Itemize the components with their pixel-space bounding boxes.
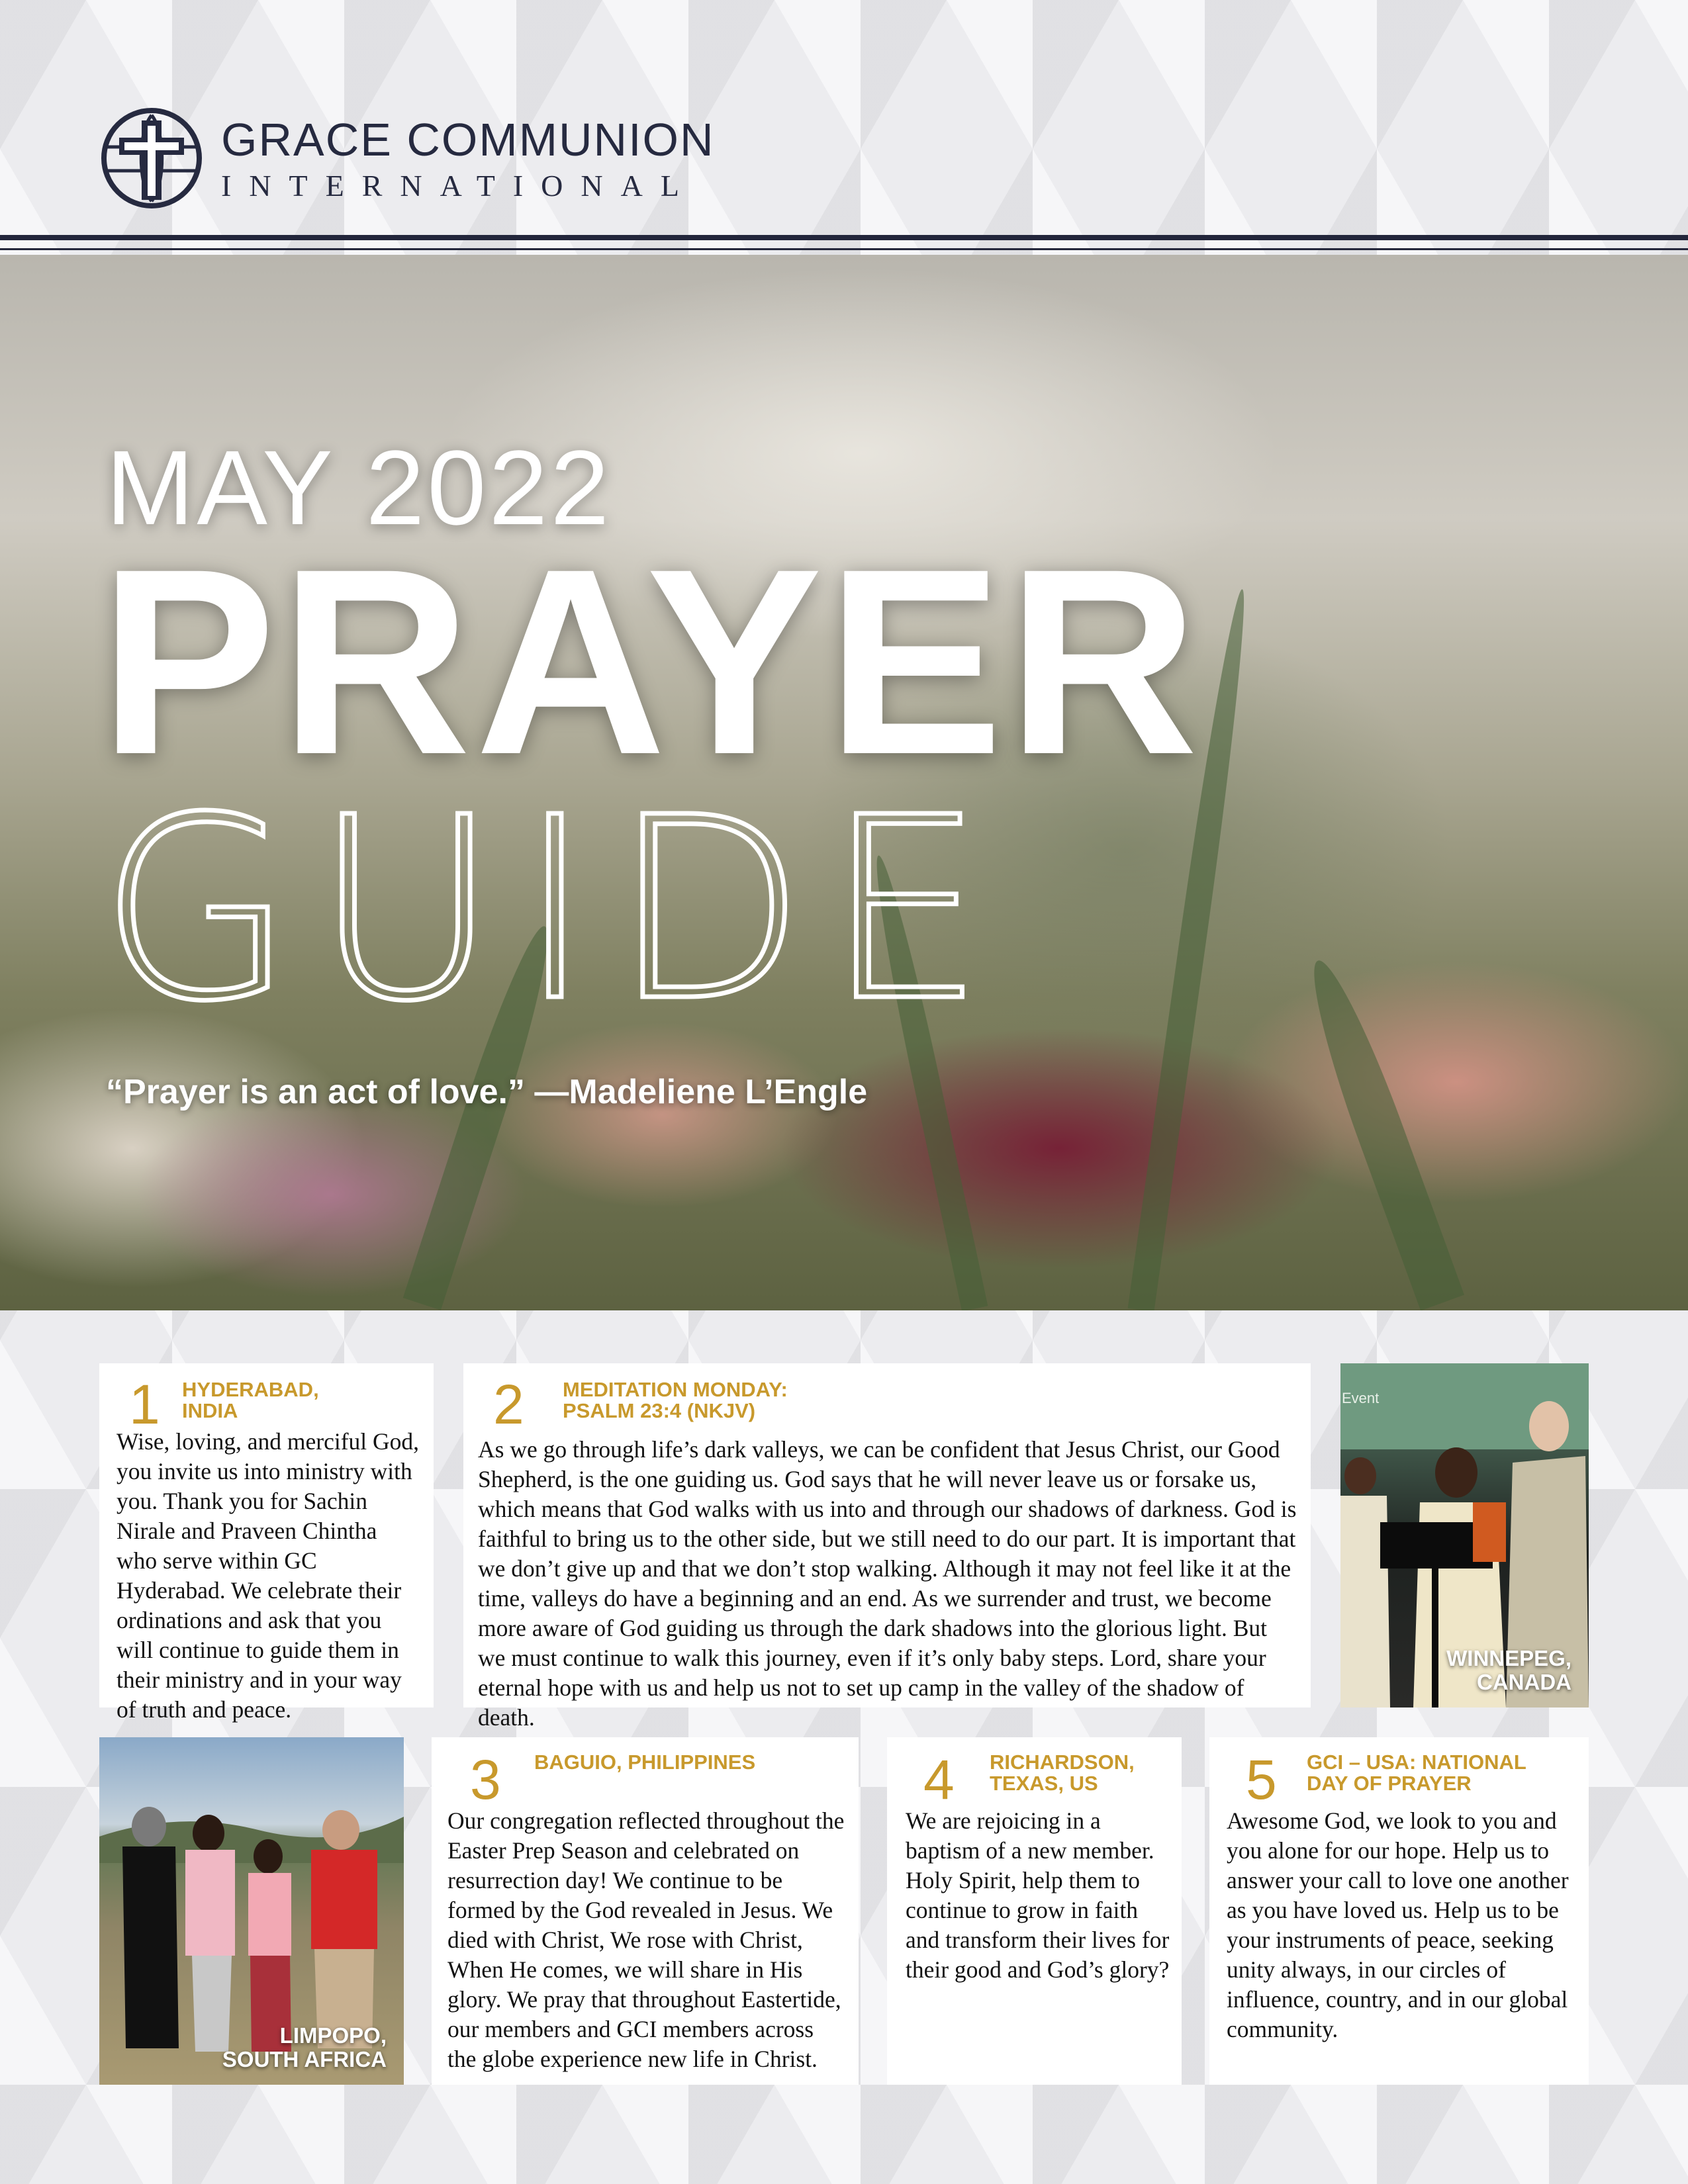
- card-number: 4: [923, 1749, 955, 1811]
- hero-quote: “Prayer is an act of love.” —Madeliene L’Engle: [106, 1073, 868, 1111]
- card-body: Our congregation reflected throughout the Easter Prep Season and celebrated on resurrection day! We continue to be formed by the God revealed in Jesus. We died with Christ, We rose with Christ, When He comes, we will share in His glory. We pray that throughout Eastertide, our members and GCI members across the globe experience new life in Christ.: [447, 1807, 845, 2072]
- card-title: MEDITATION MONDAY: PSALM 23:4 (NKJV): [563, 1378, 788, 1422]
- card-number: 3: [470, 1749, 501, 1811]
- card-title: RICHARDSON, TEXAS, US: [990, 1751, 1135, 1795]
- card-body: As we go through life’s dark valleys, we can be confident that Jesus Christ, our Good Shepherd, is the one guiding us. God says that he will never leave us or forsake us, which means that God walks with us into and through our shadows of darkness. God is faithful to bring us to the other side, but we still need to do our part. It is important that we don’t give up and that we don’t stop walking. Although it may not feel like it at the time, valleys do have a beginning and an end. As we surrender and trust, we become more aware of God guiding us through the dark shadows into the glorious light. But we must continue to walk this journey, even if it’s only baby steps. Lord, share your eternal hope with us and help us not to set up camp in the valley of the shadow of death.: [478, 1436, 1297, 1731]
- prayer-card-5: [1209, 1737, 1589, 2085]
- card-body: We are rejoicing in a baptism of a new member. Holy Spirit, help them to continue to grow in faith and transform their lives for their good and God’s glory?: [906, 1807, 1170, 1983]
- prayer-card-4: [887, 1737, 1182, 2085]
- card-number: 1: [129, 1373, 160, 1435]
- card-title: BAGUIO, PHILIPPINES: [534, 1751, 756, 1774]
- card-body: Wise, loving, and merciful God, you invite us into ministry with you. Thank you for Sachin Nirale and Praveen Chintha who serve within GC Hyderabad. We celebrate their ordinations and ask that you will continue to guide them in their ministry and in your way of truth and peace.: [117, 1428, 420, 1723]
- photo-limpopo: [99, 1737, 404, 2085]
- issue-date: MAY 2022: [106, 428, 612, 547]
- prayer-card-1: [99, 1363, 434, 1723]
- svg-text:Event: Event: [1342, 1390, 1380, 1406]
- prayer-card-2: [463, 1363, 1311, 1731]
- org-name: GRACE COMMUNION: [221, 114, 715, 165]
- photo-caption: LIMPOPO, SOUTH AFRICA: [222, 2023, 387, 2071]
- photo-winnipeg: [1340, 1363, 1589, 1707]
- cross-globe-icon: [99, 106, 204, 210]
- org-subtitle: INTERNATIONAL: [221, 169, 697, 203]
- hero-image: [0, 255, 1688, 1310]
- card-title: GCI – USA: NATIONAL DAY OF PRAYER: [1307, 1751, 1526, 1795]
- card-number: 5: [1246, 1749, 1277, 1811]
- header: [0, 0, 1688, 235]
- title-prayer: PRAYER: [99, 514, 1203, 809]
- flower-stem: [1296, 953, 1464, 1310]
- header-rule-thin: [0, 248, 1688, 250]
- logo: [99, 106, 715, 210]
- title-guide: GUIDE: [99, 763, 1005, 1056]
- card-title: HYDERABAD, INDIA: [182, 1378, 319, 1422]
- photo-caption: WINNEPEG, CANADA: [1446, 1646, 1571, 1694]
- prayer-card-3: [432, 1737, 859, 2085]
- card-body: Awesome God, we look to you and you alone for our hope. Help us to answer your call to love one another as you have loved us. Help us to be your instruments of peace, seeking unity always, in our circles of influence, country, and in our global community.: [1227, 1807, 1569, 2042]
- card-number: 2: [493, 1373, 524, 1435]
- header-rule: [0, 235, 1688, 240]
